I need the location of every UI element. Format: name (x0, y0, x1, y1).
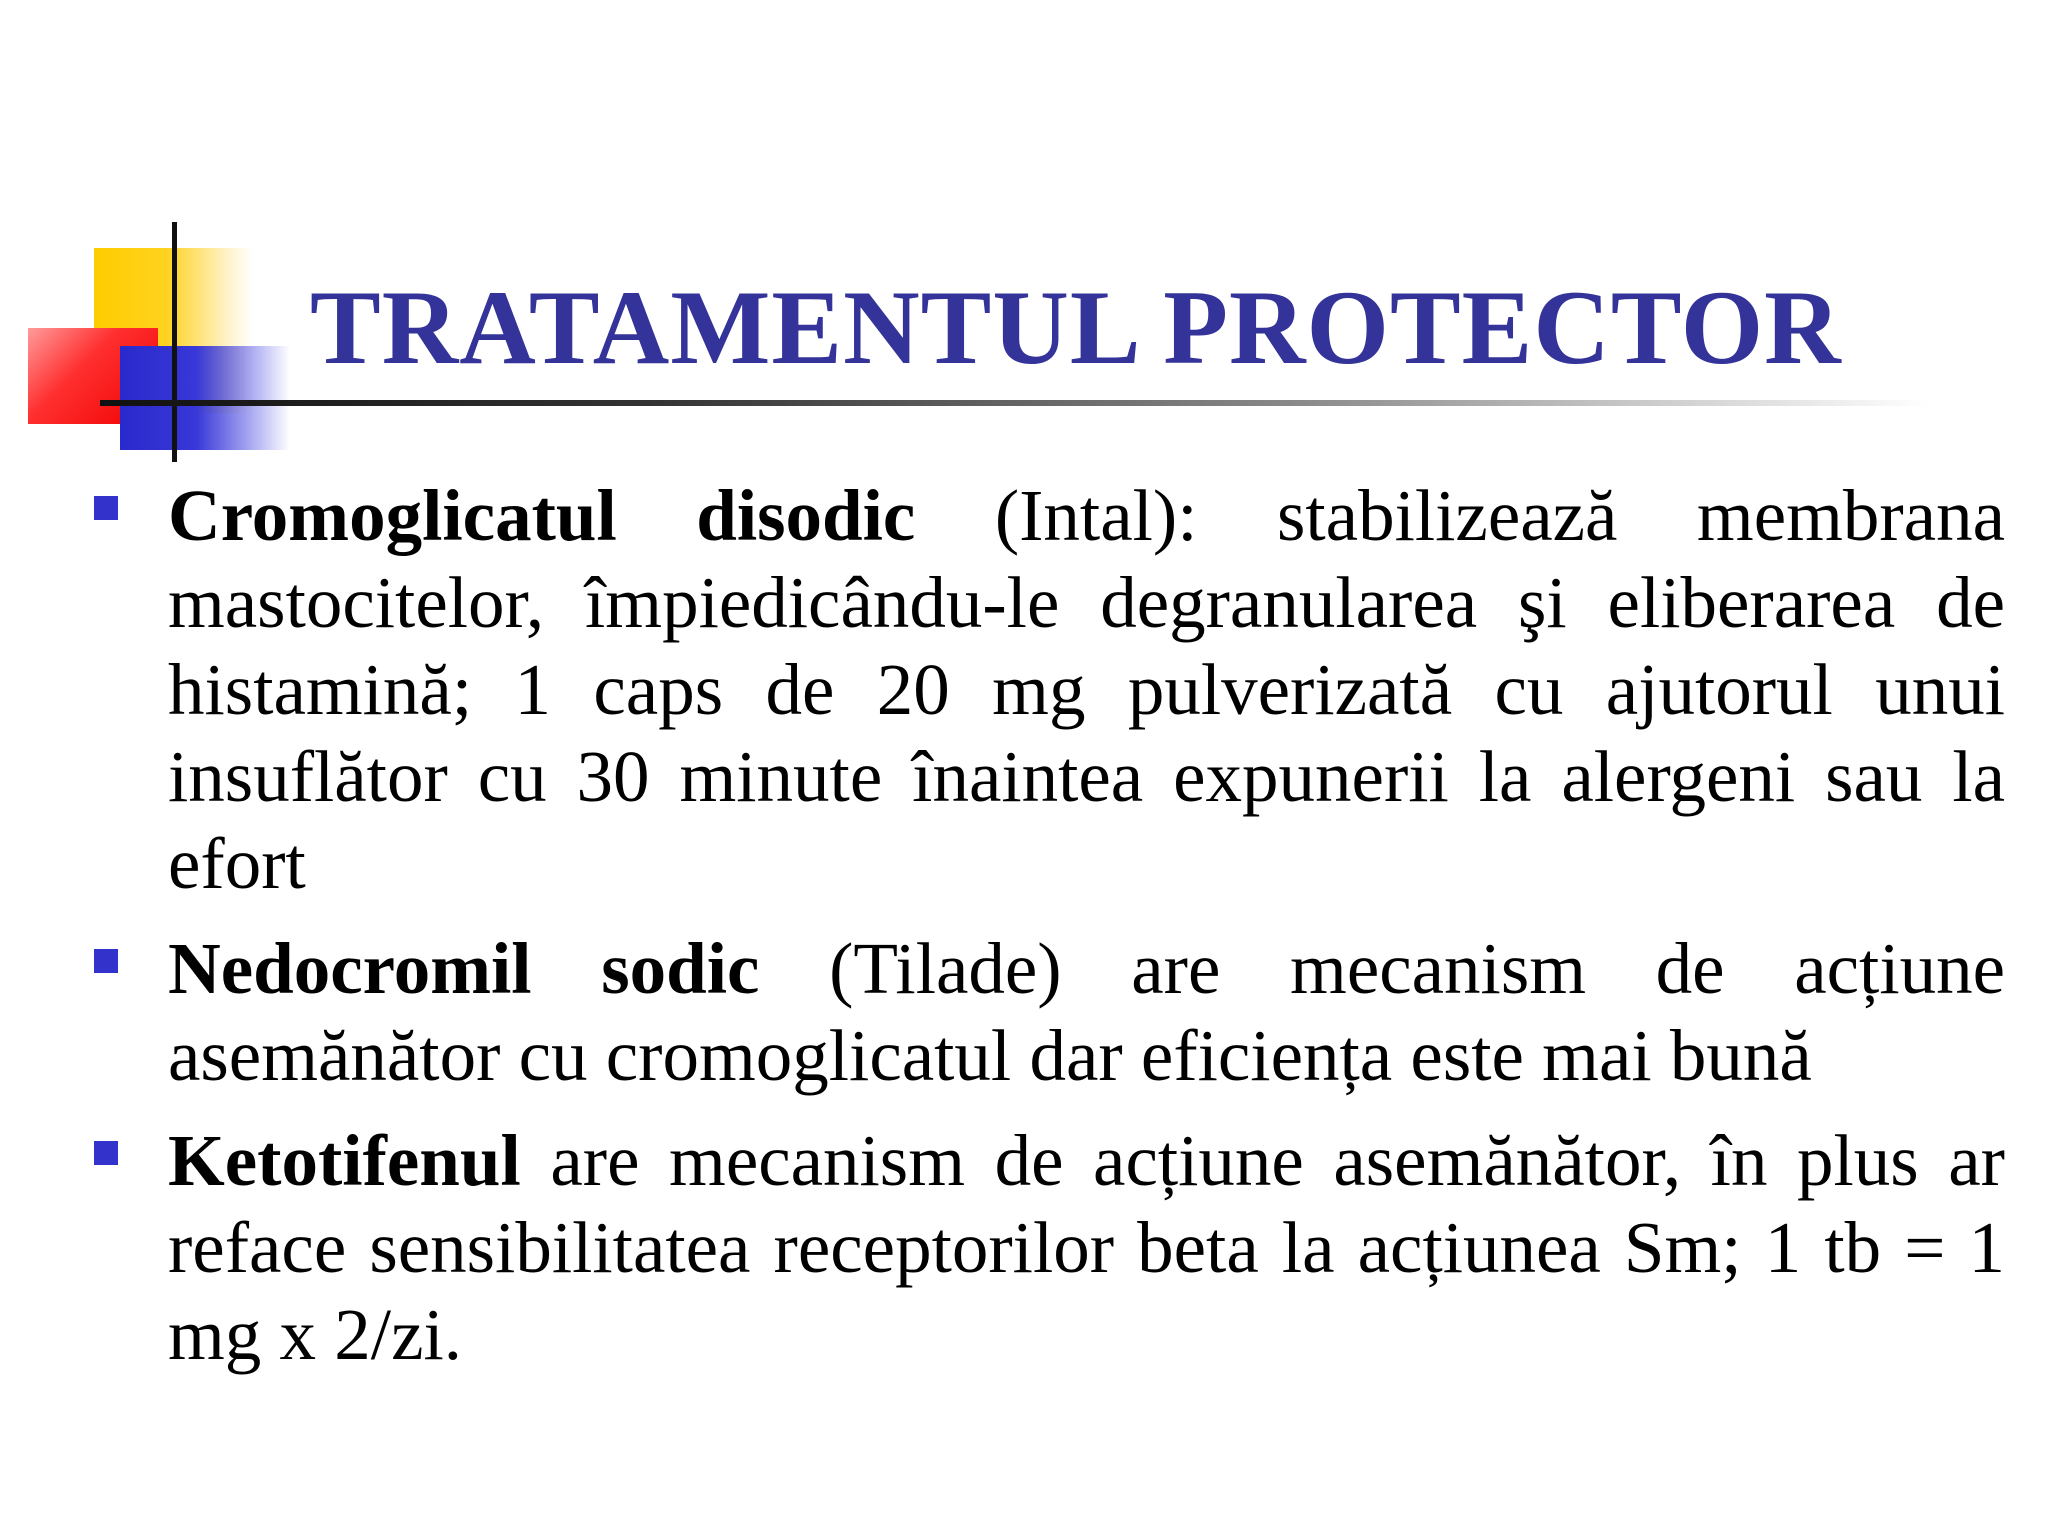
blue-square-decoration (120, 346, 290, 450)
square-bullet-icon (94, 1141, 118, 1165)
bullet-term: Nedocromil sodic (168, 928, 760, 1009)
bullet-text (168, 472, 2005, 907)
bullet-description: (Tilade) are mecanism de acțiune asemănător cu cromoglicatul dar eficiența este mai bună (168, 928, 2006, 1096)
bullet-text (168, 1117, 2005, 1378)
bullet-term: Cromoglicatul disodic (168, 475, 916, 556)
bullet-list (90, 472, 2005, 1396)
slide-title: TRATAMENTUL PROTECTOR (310, 269, 1842, 386)
bullet-term: Ketotifenul (168, 1120, 521, 1201)
decorative-logo (0, 0, 300, 480)
bullet-text (168, 925, 2005, 1099)
title-underline (100, 400, 1930, 406)
bullet-description: are mecanism de acțiune asemănător, în plus ar reface sensibilitatea receptorilor beta la acțiunea Sm; 1 tb = 1 mg x 2/zi. (168, 1120, 2005, 1375)
vertical-line-decoration (172, 222, 177, 462)
bullet-item-cromoglicat (90, 472, 2005, 907)
square-bullet-icon (94, 949, 118, 973)
square-bullet-icon (94, 496, 118, 520)
bullet-item-nedocromil (90, 925, 2005, 1099)
bullet-item-ketotifen (90, 1117, 2005, 1378)
bullet-description: (Intal): stabilizează membrana mastocitelor, împiedicându-le degranularea şi eliberarea de histamină; 1 caps de 20 mg pulverizată cu ajutorul unui insuflător cu 30 minute înaintea expunerii la alergeni sau la efort (168, 475, 2005, 904)
